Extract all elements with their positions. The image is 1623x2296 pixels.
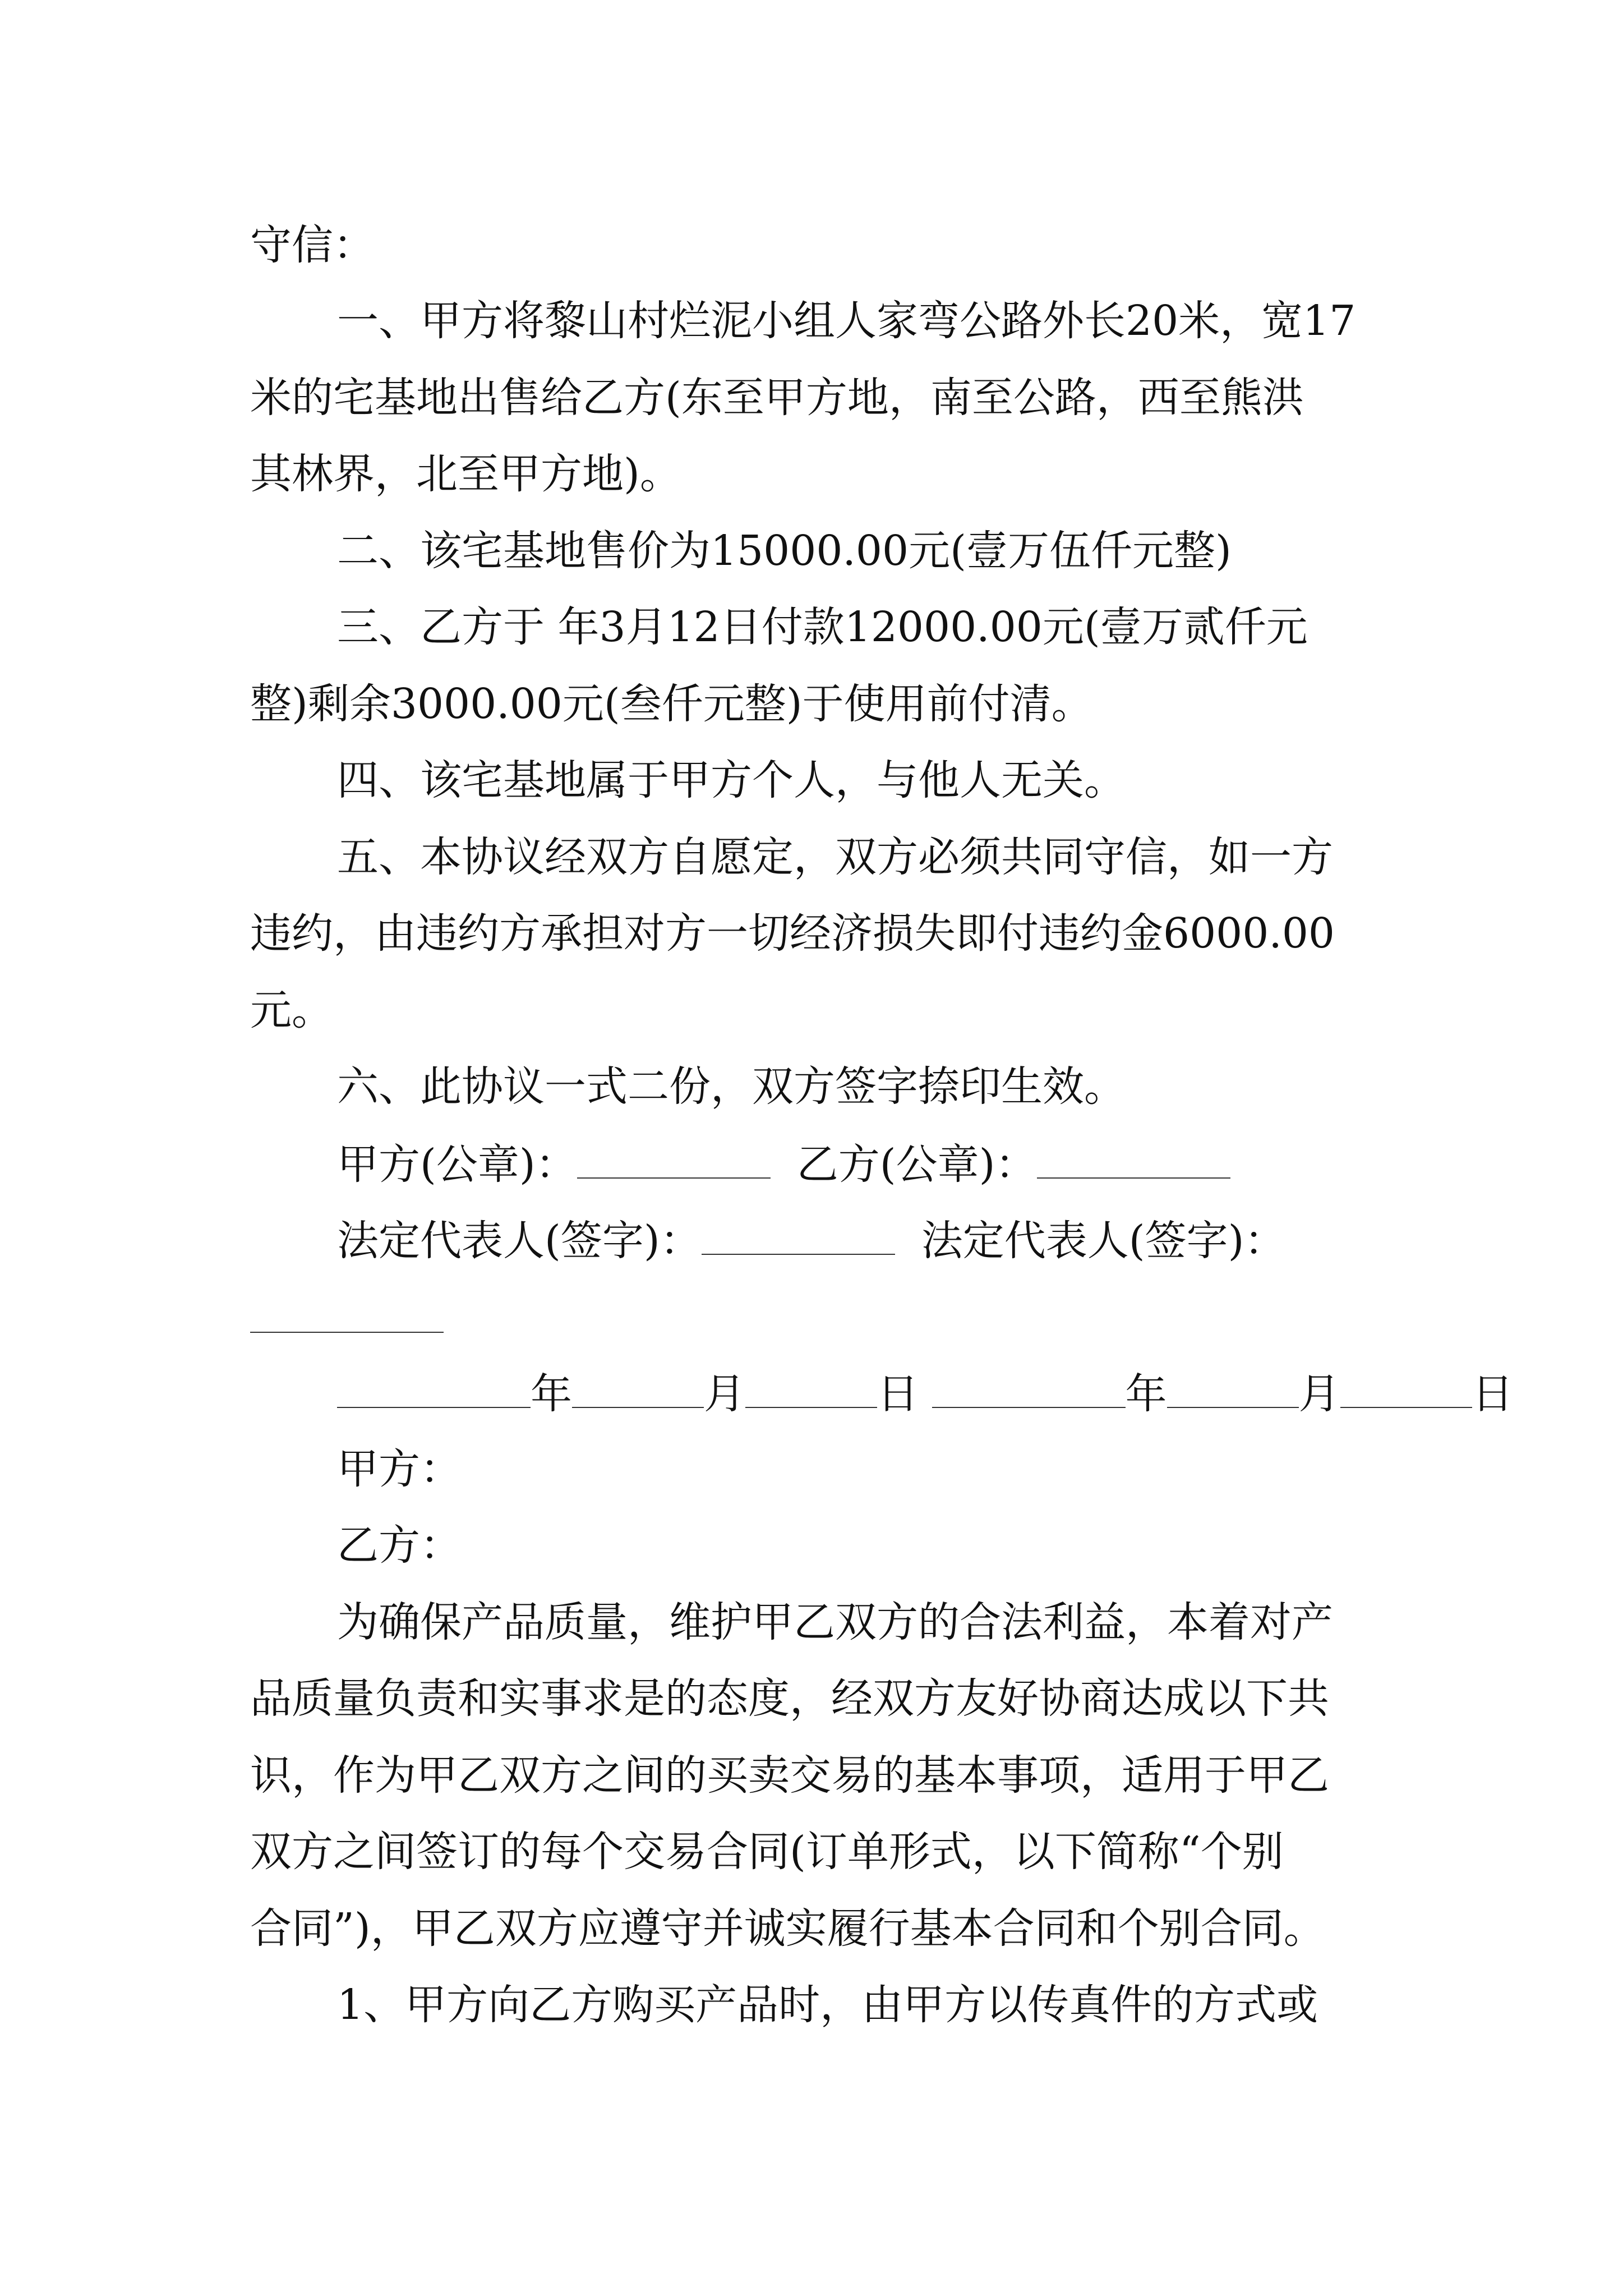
text-line-8: 四、该宅基地属于甲方个人，与他人无关。: [337, 756, 1126, 804]
text-line-1: 守信：: [250, 221, 375, 269]
party-a-seal-blank: [577, 1143, 771, 1179]
party-b-seal-label: 乙方(公章)：: [796, 1140, 1037, 1189]
month-b-label: 月: [1298, 1370, 1340, 1418]
contract-line-5: 合同”)，甲乙双方应遵守并诚实履行基本合同和个别合同。: [250, 1904, 1325, 1953]
day-a-label: 日: [877, 1370, 919, 1418]
text-line-12: 六、此协议一式二份，双方签字捺印生效。: [337, 1062, 1126, 1111]
month-b-blank: [1167, 1372, 1299, 1408]
month-a-blank: [572, 1372, 704, 1408]
contract-line-6: 1、甲方向乙方购买产品时，由甲方以传真件的方式或: [337, 1981, 1318, 2029]
legal-rep-a-label: 法定代表人(签字)：: [337, 1217, 702, 1265]
party-b-line: 乙方：: [337, 1521, 462, 1570]
party-a-seal-label: 甲方(公章)：: [337, 1140, 577, 1189]
contract-line-4: 双方之间签订的每个交易合同(订单形式，以下简称“个别: [250, 1828, 1284, 1876]
party-b-seal-blank: [1037, 1143, 1230, 1179]
text-line-3: 米的宅基地出售给乙方(东至甲方地，南至公路，西至熊洪: [250, 374, 1304, 422]
day-b-label: 日: [1472, 1370, 1514, 1418]
contract-line-1: 为确保产品质量，维护甲乙双方的合法利益，本着对产: [337, 1598, 1333, 1646]
party-a-line: 甲方：: [337, 1445, 462, 1493]
year-b-blank: [932, 1372, 1126, 1408]
text-line-4: 其林界，北至甲方地)。: [250, 450, 681, 498]
year-b-label: 年: [1125, 1370, 1167, 1418]
day-b-blank: [1340, 1372, 1472, 1408]
text-line-10: 违约，由违约方承担对方一切经济损失即付违约金6000.00: [250, 909, 1335, 958]
text-line-2: 一、甲方将黎山村烂泥小组人家弯公路外长20米，宽17: [337, 297, 1356, 345]
month-a-label: 月: [704, 1370, 745, 1418]
text-line-5: 二、该宅基地售价为15000.00元(壹万伍仟元整): [337, 527, 1232, 575]
date-line: [337, 1370, 1514, 1418]
legal-rep-b-label: 法定代表人(签字)：: [921, 1217, 1286, 1265]
text-line-7: 整)剩余3000.00元(叁仟元整)于使用前付清。: [250, 680, 1093, 728]
legal-rep-a-blank: [702, 1219, 895, 1255]
contract-line-2: 品质量负责和实事求是的态度，经双方友好协商达成以下共: [250, 1674, 1329, 1723]
legal-rep-line: [337, 1217, 1286, 1265]
year-a-blank: [337, 1372, 531, 1408]
seal-line: [337, 1140, 1230, 1189]
text-line-11: 元。: [250, 986, 333, 1034]
text-line-9: 五、本协议经双方自愿定，双方必须共同守信，如一方: [337, 833, 1333, 881]
text-line-6: 三、乙方于 年3月12日付款12000.00元(壹万贰仟元: [337, 603, 1308, 651]
legal-rep-b-blank: [250, 1331, 444, 1333]
year-a-label: 年: [531, 1370, 572, 1418]
day-a-blank: [745, 1372, 877, 1408]
contract-line-3: 识，作为甲乙双方之间的买卖交易的基本事项，适用于甲乙: [250, 1751, 1329, 1800]
